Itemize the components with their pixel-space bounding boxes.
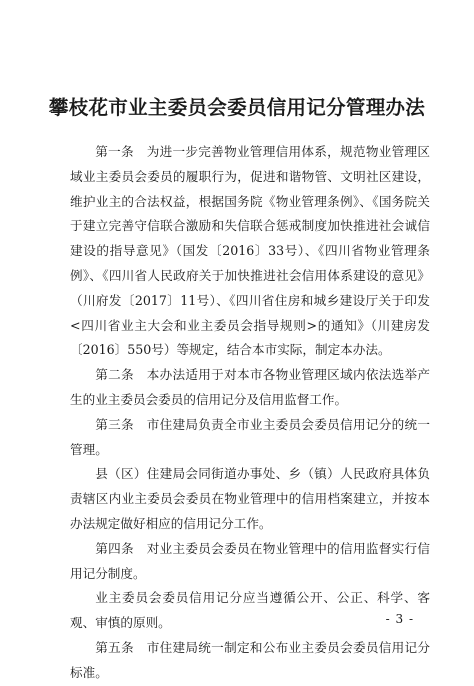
paragraph-article-1: 第一条 为进一步完善物业管理信用体系，规范物业管理区域业主委员会委员的履职行为，促进和谐物管、文明社区建设，维护业主的合法权益，根据国务院《物业管理条例》、《国务院关于建立完善守信联合激励和失信联合惩戒制度加快推进社会诚信建设的指导意见》（国发〔2016〕33号）、《四川省物业管理条例》、《四川省人民政府关于加快推进社会信用体系建设的意见》（川府发〔2017〕11号）、《四川省住房和城乡建设厅关于印发<四川省业主大会和业主委员会指导规则>的通知》（川建房发〔2016〕550号）等规定，结合本市实际，制定本办法。 [70,144,430,358]
document-title: 攀枝花市业主委员会委员信用记分管理办法 [48,96,426,119]
paragraph-article-3: 第三条 市住建局负责全市业主委员会委员信用记分的统一管理。 [70,416,430,457]
document-body [70,140,430,686]
page-number: - 3 - [385,612,414,626]
paragraph-article-4-principles: 业主委员会委员信用记分应当遵循公开、公正、科学、客观、审慎的原则。 [70,590,430,631]
paragraph-article-3-county: 县（区）住建局会同街道办事处、乡（镇）人民政府具体负责辖区内业主委员会委员在物业管理中的信用档案建立，并按本办法规定做好相应的信用记分工作。 [70,466,430,531]
paragraph-article-2: 第二条 本办法适用于对本市各物业管理区域内依法选举产生的业主委员会委员的信用记分及信用监督工作。 [70,367,430,407]
paragraph-article-4: 第四条 对业主委员会委员在物业管理中的信用监督实行信用记分制度。 [70,540,430,581]
paragraph-article-5: 第五条 市住建局统一制定和公布业主委员会委员信用记分标准。 [70,639,430,680]
